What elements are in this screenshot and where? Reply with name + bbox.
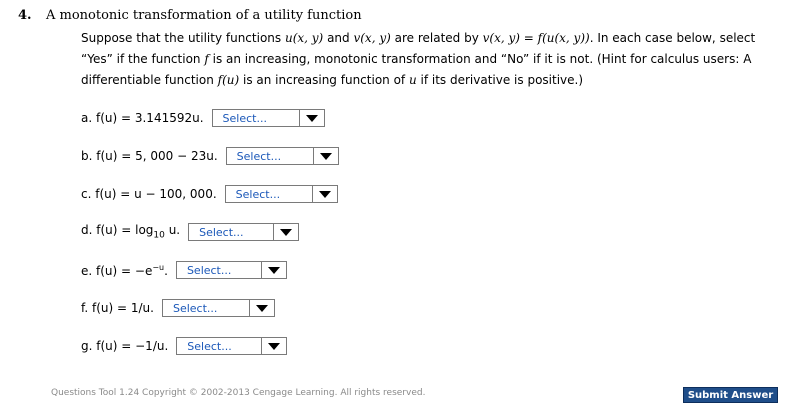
triangle-down-icon[interactable] bbox=[313, 148, 338, 164]
item-c-select[interactable] bbox=[225, 185, 338, 203]
item-c bbox=[81, 183, 338, 205]
item-e-select[interactable] bbox=[176, 261, 287, 279]
prompt-text: is an increasing, monotonic transformation and “No” if it is not. (Hint for calculus users: A differentiable function bbox=[81, 52, 752, 87]
item-d-select-value: Select... bbox=[199, 225, 244, 239]
triangle-down-icon[interactable] bbox=[312, 186, 337, 202]
triangle-down-icon[interactable] bbox=[273, 224, 298, 240]
prompt-text: are related by bbox=[390, 31, 483, 45]
item-d-label-end: u. bbox=[164, 223, 181, 238]
item-b bbox=[81, 145, 339, 167]
prompt-math: u bbox=[408, 73, 417, 87]
question-prompt bbox=[81, 28, 781, 91]
item-e bbox=[81, 259, 287, 281]
prompt-text: Suppose that the utility functions bbox=[81, 31, 285, 45]
triangle-down-icon[interactable] bbox=[261, 262, 286, 278]
item-e-label bbox=[81, 263, 168, 278]
item-a bbox=[81, 107, 325, 129]
item-g-select-value: Select... bbox=[187, 339, 232, 353]
prompt-text: if its derivative is positive.) bbox=[416, 73, 584, 87]
prompt-math: v(x, y) bbox=[353, 31, 391, 45]
item-g bbox=[81, 335, 287, 357]
item-a-select[interactable] bbox=[212, 109, 325, 127]
item-d-select[interactable] bbox=[188, 223, 299, 241]
question-number: 4. bbox=[18, 8, 32, 23]
item-c-label: c. f(u) = u − 100, 000. bbox=[81, 187, 217, 201]
item-e-label-sup: −u bbox=[152, 262, 165, 272]
item-f-label: f. f(u) = 1/u. bbox=[81, 301, 154, 315]
item-b-select[interactable] bbox=[226, 147, 339, 165]
item-f-select[interactable] bbox=[162, 299, 275, 317]
triangle-down-icon[interactable] bbox=[249, 300, 274, 316]
copyright-footer: Questions Tool 1.24 Copyright © 2002-2013 Cengage Learning. All rights reserved. bbox=[51, 388, 426, 398]
item-e-label-main: e. f(u) = −e bbox=[81, 263, 153, 278]
prompt-text: . In each case below, select “Yes” if the function bbox=[81, 31, 756, 66]
item-d-label-sub: 10 bbox=[153, 230, 165, 241]
item-d-label bbox=[81, 223, 180, 240]
item-f bbox=[81, 297, 275, 319]
triangle-down-icon[interactable] bbox=[299, 110, 324, 126]
prompt-math: f bbox=[204, 52, 209, 66]
item-g-label: g. f(u) = −1/u. bbox=[81, 339, 169, 353]
item-g-select[interactable] bbox=[176, 337, 287, 355]
item-d bbox=[81, 221, 299, 243]
item-a-select-value: Select... bbox=[222, 111, 267, 125]
item-c-select-value: Select... bbox=[235, 187, 281, 201]
prompt-math: u(x, y) bbox=[284, 31, 324, 45]
prompt-math: v(x, y) = f(u(x, y)) bbox=[482, 31, 590, 45]
question-title: A monotonic transformation of a utility function bbox=[46, 8, 362, 23]
triangle-down-icon[interactable] bbox=[261, 338, 286, 354]
item-d-label-main: d. f(u) = log bbox=[81, 223, 154, 238]
item-e-select-value: Select... bbox=[186, 263, 232, 277]
item-b-select-value: Select... bbox=[236, 149, 282, 163]
prompt-math: f(u) bbox=[217, 73, 240, 87]
submit-answer-button[interactable]: Submit Answer bbox=[683, 387, 778, 403]
prompt-text: is an increasing function of bbox=[239, 73, 409, 87]
item-e-label-end: . bbox=[164, 263, 168, 278]
item-b-label: b. f(u) = 5, 000 − 23u. bbox=[81, 149, 218, 163]
prompt-text: and bbox=[323, 31, 354, 45]
item-f-select-value: Select... bbox=[172, 301, 218, 315]
item-a-label: a. f(u) = 3.141592u. bbox=[81, 111, 204, 125]
